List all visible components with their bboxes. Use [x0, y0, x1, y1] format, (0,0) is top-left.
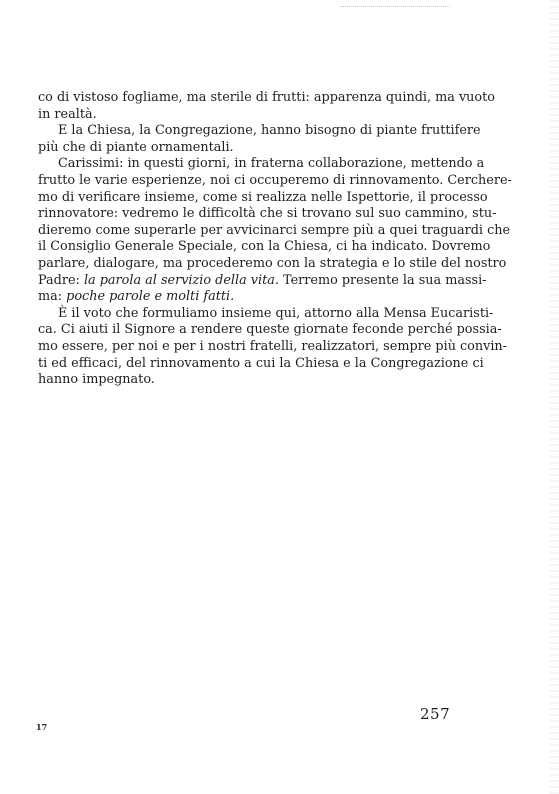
scan-edge: [549, 0, 559, 794]
text-line: Carissimi: in questi giorni, in fraterna collaborazione, mettendo a: [58, 156, 485, 172]
paragraph-1: [38, 90, 495, 123]
text-line: ca. Ci aiuti il Signore a rendere queste giornate feconde perché possia-: [38, 322, 502, 338]
text-line: in realtà.: [38, 106, 97, 122]
text-line: frutto le varie esperienze, noi ci occuperemo di rinnovamento. Cerchere-: [38, 172, 512, 188]
text-line: più che di piante ornamentali.: [38, 139, 234, 155]
text-line: parlare, dialogare, ma procederemo con la strategia e lo stile del nostro: [38, 255, 507, 271]
text-run: ma:: [38, 289, 67, 305]
text-line: [38, 272, 487, 290]
text-line: il Consiglio Generale Speciale, con la Chiesa, ci ha indicato. Dovremo: [38, 239, 491, 255]
text-line: È il voto che formuliamo insieme qui, attorno alla Mensa Eucaristi-: [58, 305, 494, 321]
paragraph-4: [38, 305, 507, 389]
text-line: E la Chiesa, la Congregazione, hanno bisogno di piante fruttifere: [58, 123, 481, 139]
motto-italic: la parola al servizio della vita.: [83, 272, 279, 288]
text-line: [38, 289, 450, 306]
text-line: co di vistoso fogliame, ma sterile di frutti: apparenza quindi, ma vuoto: [38, 90, 495, 105]
text-line: rinnovatore: vedremo le difficoltà che si trovano sul suo cammino, stu-: [38, 206, 497, 222]
text-run: Padre:: [38, 272, 84, 288]
text-run: Terremo presente la sua massi-: [278, 272, 487, 288]
paragraph-2: [38, 123, 481, 156]
text-line: ti ed efficaci, del rinnovamento a cui la Chiesa e la Congregazione ci: [38, 355, 484, 371]
text-line: mo essere, per noi e per i nostri fratelli, realizzatori, sempre più convin-: [38, 338, 507, 354]
body-text: [38, 90, 512, 389]
paragraph-3: [38, 156, 512, 305]
signature-mark: 17: [36, 722, 48, 732]
maxim-italic: poche parole e molti fatti.: [66, 289, 235, 305]
scan-dots: [340, 6, 450, 9]
text-line: hanno impegnato.: [38, 372, 155, 388]
text-line: mo di verificare insieme, come si realizza nelle Ispettorie, il processo: [38, 189, 488, 205]
page-number: 257: [420, 705, 451, 723]
text-line: dieremo come superarle per avvicinarci sempre più a quei traguardi che: [38, 222, 511, 238]
